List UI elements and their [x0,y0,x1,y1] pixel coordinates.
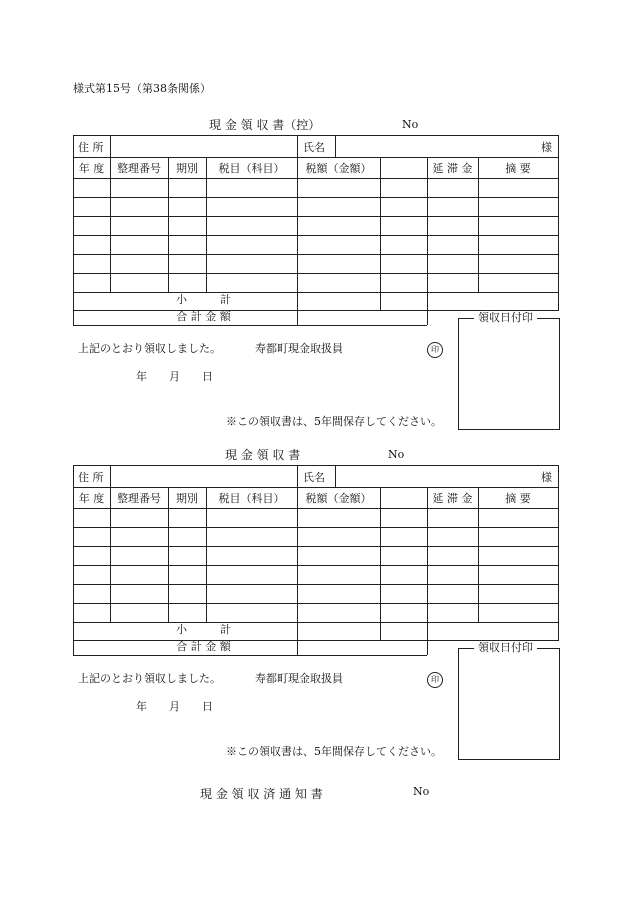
table-rule [335,135,336,157]
table-rule [380,622,381,640]
col-reference-number: 整理番号 [117,492,161,505]
form-number: 様式第15号（第38条関係） [73,82,211,95]
receipt-date-stamp-box [458,318,560,430]
table-right-rule [558,465,559,641]
notice-no-label: No [413,785,430,798]
table-rule [73,584,558,585]
total-amount-label: 合 計 金 額 [176,640,231,653]
seal-mark: 印 [427,342,443,358]
honorific-label: 様 [541,471,552,484]
date-line: 年 月 日 [136,700,213,713]
retention-note: ※この領収書は、5年間保存してください。 [226,415,442,428]
retention-note: ※この領収書は、5年間保存してください。 [226,745,442,758]
table-rule [380,292,381,310]
col-tax-amount: 税額（金額） [305,162,372,175]
table-rule [73,216,558,217]
table-rule [297,292,298,325]
subtotal-label: 小 計 [176,623,231,636]
table-rule [297,465,298,487]
table-rule [110,487,111,623]
name-label: 氏名 [303,471,325,484]
col-remarks: 摘 要 [505,162,531,175]
received-statement: 上記のとおり領収しました。 [78,672,221,685]
address-label: 住 所 [78,471,104,484]
receipt-title: 現 金 領 収 書 [225,448,301,462]
col-late-fee: 延 滞 金 [432,492,473,505]
address-label: 住 所 [78,141,104,154]
col-period: 期別 [176,162,198,175]
table-rule [73,254,558,255]
col-tax-amount: 税額（金額） [305,492,372,505]
table-rule [73,235,558,236]
table-rule [427,487,428,623]
table-bottom-rule [73,655,427,656]
receipt-date-stamp-label: 領収日付印 [474,311,537,325]
col-reference-number: 整理番号 [117,162,161,175]
table-rule [297,135,298,157]
table-rule [335,465,336,487]
table-rule [380,487,381,623]
table-rule [73,527,558,528]
col-fiscal-year: 年 度 [78,492,105,505]
table-rule [297,487,298,623]
col-fiscal-year: 年 度 [78,162,105,175]
honorific-label: 様 [541,141,552,154]
received-statement: 上記のとおり領収しました。 [78,342,221,355]
table-rule [168,157,169,293]
subtotal-label: 小 計 [176,293,231,306]
table-rule [206,487,207,623]
total-amount-label: 合 計 金 額 [176,310,231,323]
table-rule [73,546,558,547]
table-rule [168,487,169,623]
table-rule [73,565,558,566]
table-rule [206,157,207,293]
table-rule [297,622,298,655]
collector-title: 寿都町現金取扱員 [255,672,343,685]
table-rule [73,487,558,488]
col-late-fee: 延 滞 金 [432,162,473,175]
table-top-rule [73,135,558,136]
table-rule [73,157,558,158]
table-rule [73,603,558,604]
table-rule [427,292,428,325]
table-rule [110,157,111,293]
notice-title: 現 金 領 収 済 通 知 書 [200,787,323,801]
table-rule [73,197,558,198]
col-tax-item: 税目（科目） [218,492,285,505]
table-rule [110,465,111,487]
table-rule [478,487,479,623]
table-rule [427,157,428,293]
table-rule [73,273,558,274]
col-tax-item: 税目（科目） [218,162,285,175]
table-rule [478,157,479,293]
collector-title: 寿都町現金取扱員 [255,342,343,355]
col-period: 期別 [176,492,198,505]
date-line: 年 月 日 [136,370,213,383]
name-label: 氏名 [303,141,325,154]
table-rule [427,622,428,655]
seal-mark: 印 [427,672,443,688]
receipt-date-stamp-label: 領収日付印 [474,641,537,655]
receipt-no-label: No [402,118,419,131]
table-top-rule [73,465,558,466]
table-rule [73,508,558,509]
table-rule [110,135,111,157]
receipt-title: 現 金 領 収 書（控） [209,118,321,132]
table-right-rule [558,135,559,311]
receipt-date-stamp-box [458,648,560,760]
col-remarks: 摘 要 [505,492,531,505]
receipt-no-label: No [388,448,405,461]
table-rule [380,157,381,293]
table-bottom-rule [73,325,427,326]
table-rule [73,178,558,179]
table-rule [297,157,298,293]
